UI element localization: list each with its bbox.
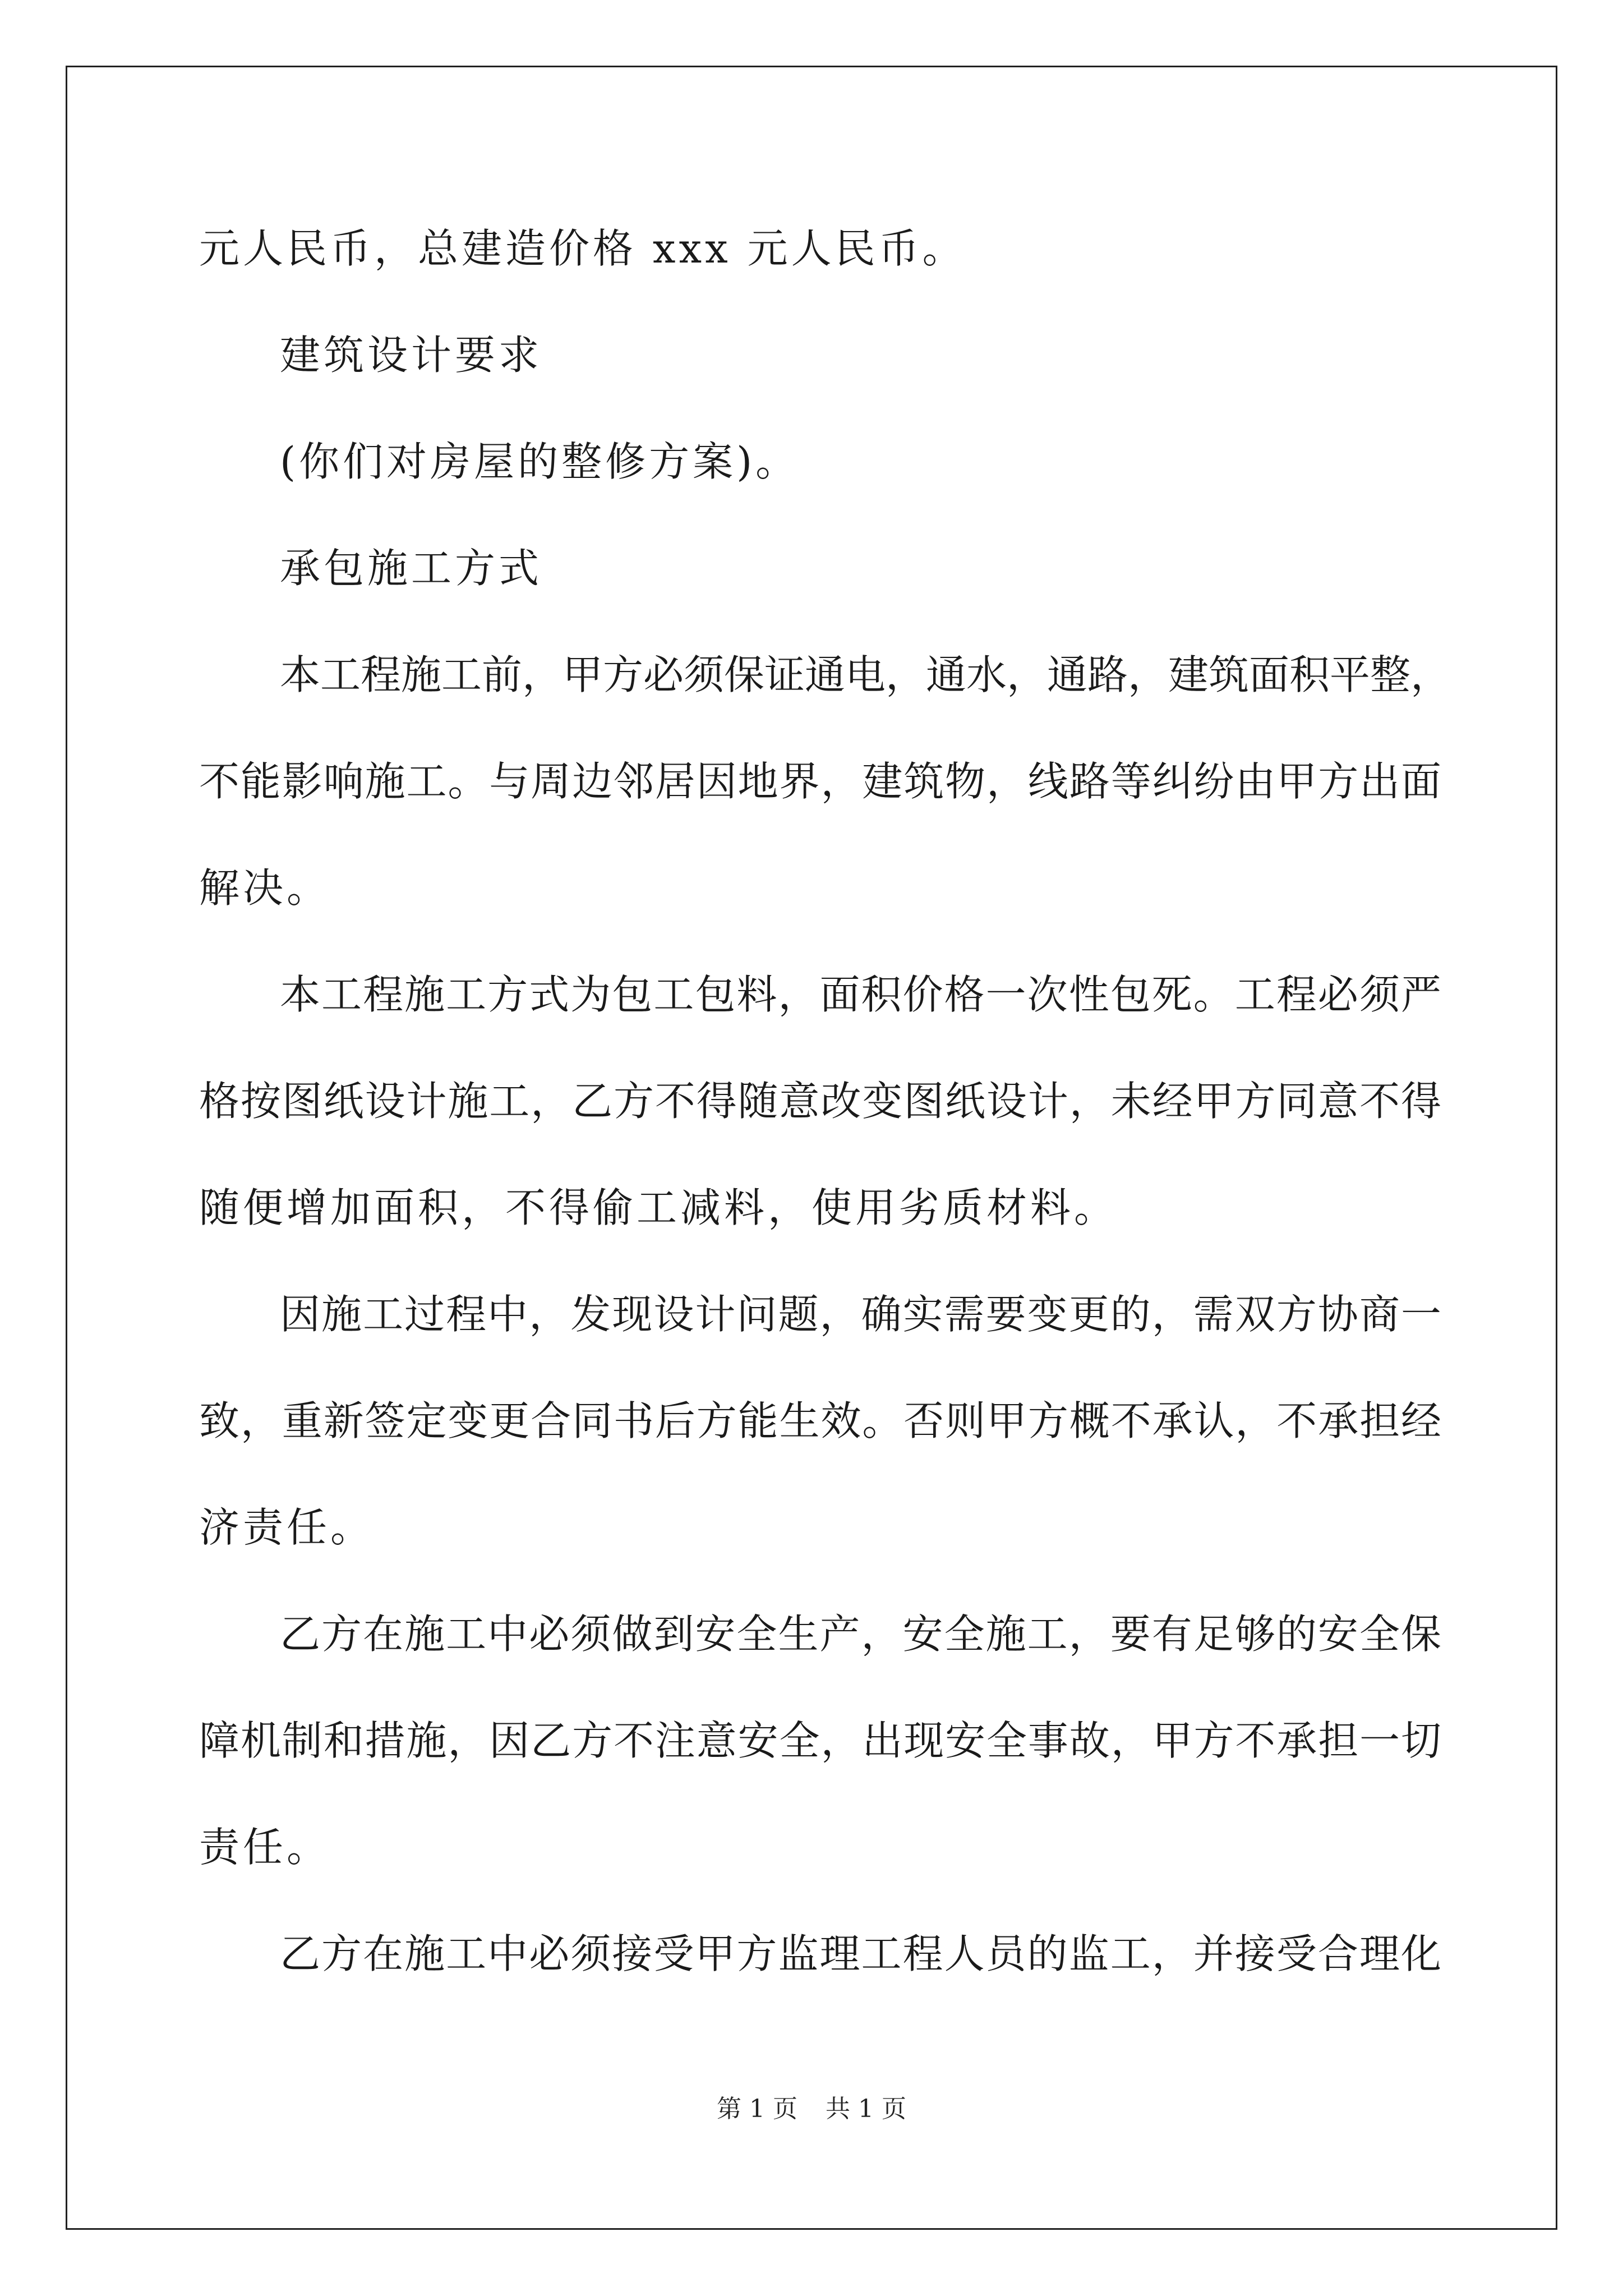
text-line: 济责任。 <box>199 1504 375 1551</box>
text-line: 乙方在施工中必须接受甲方监理工程人员的监工，并接受合理化 <box>280 1930 1441 1977</box>
text-line: 乙方在施工中必须做到安全生产，安全施工，要有足够的安全保 <box>280 1611 1441 1658</box>
page-total: 共 1 页 <box>826 2095 906 2123</box>
text-line: 本工程施工前，甲方必须保证通电，通水，通路，建筑面积平整， <box>280 651 1451 698</box>
text-line: 致，重新签定变更合同书后方能生效。否则甲方概不承认，不承担经 <box>199 1397 1441 1444</box>
text-line: 责任。 <box>199 1824 331 1871</box>
section-heading: 建筑设计要求 <box>280 332 543 379</box>
text-line: 不能影响施工。与周边邻居因地界，建筑物，线路等纠纷由甲方出面 <box>199 758 1441 805</box>
page-border <box>66 66 1557 2230</box>
section-heading: 承包施工方式 <box>280 545 543 592</box>
page-number: 第 1 页 <box>717 2095 797 2123</box>
text-line: 随便增加面积，不得偷工减料，使用劣质材料。 <box>199 1184 1118 1231</box>
text-line: 因施工过程中，发现设计问题，确实需要变更的，需双方协商一 <box>280 1291 1441 1338</box>
text-line: 本工程施工方式为包工包料，面积价格一次性包死。工程必须严 <box>280 971 1441 1018</box>
text-line: 障机制和措施，因乙方不注意安全，出现安全事故，甲方不承担一切 <box>199 1717 1441 1764</box>
text-line: (你们对房屋的整修方案)。 <box>280 438 800 485</box>
page-footer <box>0 2092 1623 2126</box>
text-line: 格按图纸设计施工，乙方不得随意改变图纸设计，未经甲方同意不得 <box>199 1078 1441 1125</box>
text-line: 解决。 <box>199 864 331 912</box>
text-line: 元人民币，总建造价格 xxx 元人民币。 <box>199 225 966 272</box>
